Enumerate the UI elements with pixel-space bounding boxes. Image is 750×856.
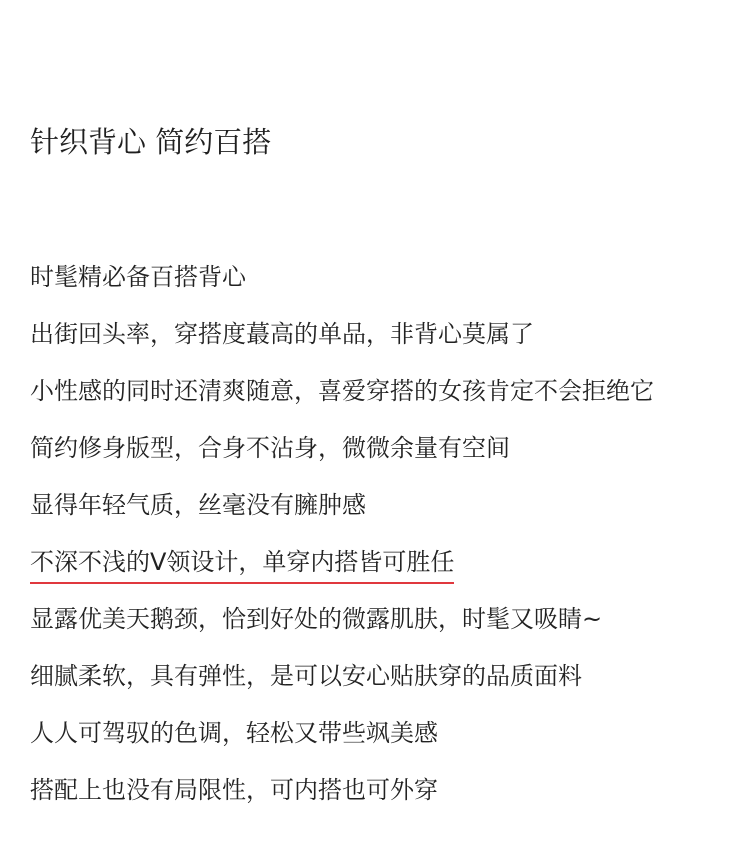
description-text: 显得年轻气质，丝毫没有臃肿感 <box>30 491 366 519</box>
description-line <box>30 312 654 369</box>
description-line <box>30 426 654 483</box>
description-text: 时髦精必备百搭背心 <box>30 263 246 291</box>
description-line <box>30 369 654 426</box>
description-line <box>30 768 654 825</box>
description-text: 小性感的同时还清爽随意，喜爱穿搭的女孩肯定不会拒绝它 <box>30 377 654 405</box>
description-line <box>30 597 654 654</box>
description-text: 简约修身版型，合身不沾身，微微余量有空间 <box>30 434 510 462</box>
highlighted-description-line <box>30 540 654 597</box>
description-text: 出街回头率，穿搭度蕞高的单品，非背心莫属了 <box>30 320 534 348</box>
description-line <box>30 483 654 540</box>
description-text: 人人可驾驭的色调，轻松又带些飒美感 <box>30 719 438 747</box>
description-line <box>30 255 654 312</box>
description-line <box>30 654 654 711</box>
description-text: 显露优美天鹅颈，恰到好处的微露肌肤，时髦又吸睛~ <box>30 605 603 633</box>
description-list <box>30 255 654 825</box>
underlined-text: 不深不浅的V领设计，单穿内搭皆可胜任 <box>30 542 454 584</box>
page-title: 针织背心 简约百搭 <box>30 125 272 159</box>
description-text: 细腻柔软，具有弹性，是可以安心贴肤穿的品质面料 <box>30 662 582 690</box>
description-line <box>30 711 654 768</box>
description-text: 搭配上也没有局限性，可内搭也可外穿 <box>30 776 438 804</box>
